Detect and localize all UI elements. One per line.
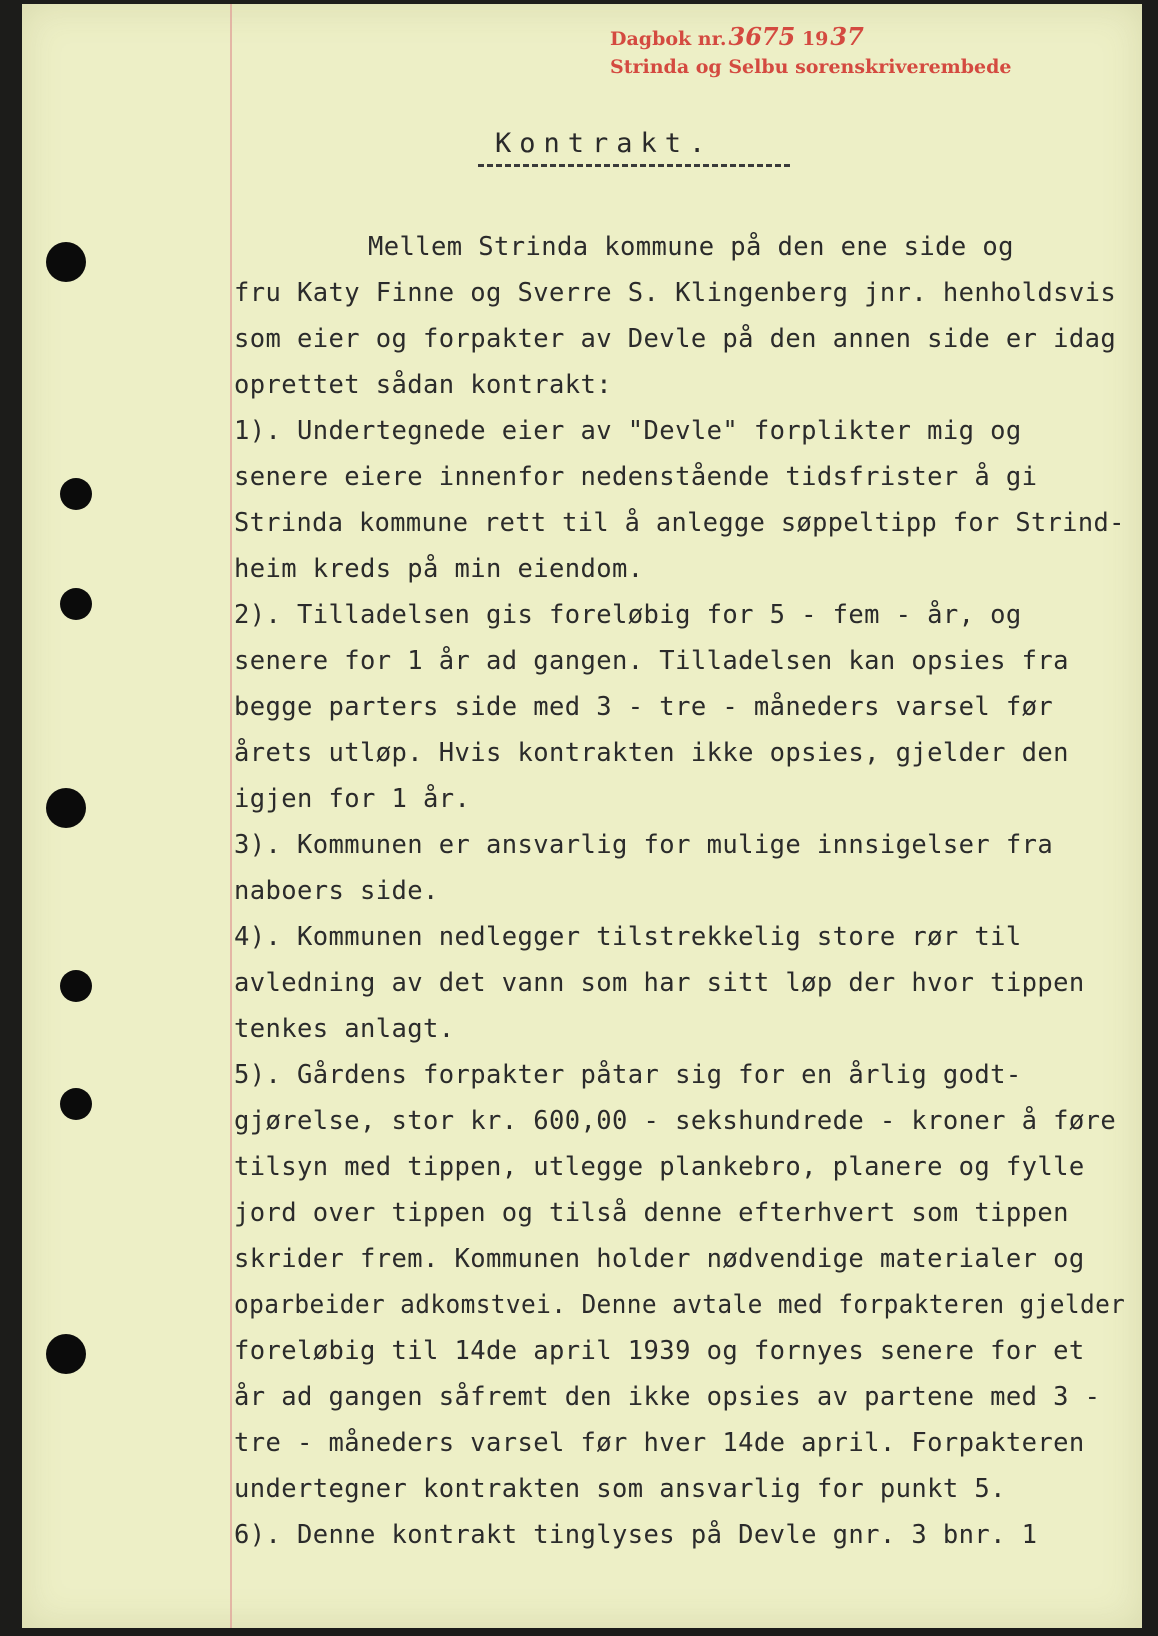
text-line: oprettet sådan kontrakt: xyxy=(234,370,613,400)
registry-stamp xyxy=(610,22,864,51)
stamp-prefix: Dagbok nr. xyxy=(610,28,727,50)
text-line: år ad gangen såfremt den ikke opsies av partene med 3 - xyxy=(234,1382,1101,1412)
text-line: jord over tippen og tilså denne efterhvert som tippen xyxy=(234,1198,1069,1228)
text-line: fru Katy Finne og Sverre S. Klingenberg jnr. henholdsvis xyxy=(234,278,1117,308)
text-line: Strinda kommune rett til å anlegge søppeltipp for Strind- xyxy=(234,508,1125,538)
punch-hole xyxy=(46,788,86,828)
text-line: igjen for 1 år. xyxy=(234,784,471,814)
text-line: årets utløp. Hvis kontrakten ikke opsies, gjelder den xyxy=(234,738,1069,768)
text-line: 2). Tilladelsen gis foreløbig for 5 - fem - år, og xyxy=(234,600,1022,630)
stamp-year: 37 xyxy=(830,22,864,51)
margin-rule xyxy=(230,4,232,1628)
stamp-year-prefix: 19 xyxy=(801,28,829,50)
text-line: oparbeider adkomstvei. Denne avtale med forpakteren gjelder xyxy=(234,1290,1126,1320)
text-line: avledning av det vann som har sitt løp der hvor tippen xyxy=(234,968,1085,998)
text-line: begge parters side med 3 - tre - måneders varsel før xyxy=(234,692,1054,722)
text-line: heim kreds på min eiendom. xyxy=(234,554,644,584)
text-line: tilsyn med tippen, utlegge plankebro, planere og fylle xyxy=(234,1152,1085,1182)
punch-hole xyxy=(60,478,92,510)
text-line: 6). Denne kontrakt tinglyses på Devle gnr. 3 bnr. 1 xyxy=(234,1520,1038,1550)
text-line: foreløbig til 14de april 1939 og fornyes senere for et xyxy=(234,1336,1085,1366)
text-line: Mellem Strinda kommune på den ene side og xyxy=(368,232,1014,262)
text-line: tenkes anlagt. xyxy=(234,1014,455,1044)
punch-hole xyxy=(46,242,86,282)
text-line: tre - måneders varsel før hver 14de april. Forpakteren xyxy=(234,1428,1085,1458)
text-line: 3). Kommunen er ansvarlig for mulige innsigelser fra xyxy=(234,830,1054,860)
text-line: undertegner kontrakten som ansvarlig for punkt 5. xyxy=(234,1474,1006,1504)
text-line: senere eiere innenfor nedenstående tidsfrister å gi xyxy=(234,462,1038,492)
stamp-office: Strinda og Selbu sorenskriverembede xyxy=(610,56,1012,78)
text-line: 5). Gårdens forpakter påtar sig for en årlig godt- xyxy=(234,1060,1022,1090)
punch-hole xyxy=(60,588,92,620)
stamp-number: 3675 xyxy=(728,22,796,51)
text-line: naboers side. xyxy=(234,876,439,906)
text-line: 1). Undertegnede eier av "Devle" forplikter mig og xyxy=(234,416,1022,446)
punch-hole xyxy=(60,970,92,1002)
title-underline xyxy=(478,164,790,167)
text-line: som eier og forpakter av Devle på den annen side er idag xyxy=(234,324,1117,354)
text-line: 4). Kommunen nedlegger tilstrekkelig store rør til xyxy=(234,922,1022,952)
text-line: skrider frem. Kommunen holder nødvendige materialer og xyxy=(234,1244,1085,1274)
punch-hole xyxy=(46,1334,86,1374)
document-title: Kontrakt. xyxy=(495,128,714,159)
text-line: gjørelse, stor kr. 600,00 - sekshundrede - kroner å føre xyxy=(234,1106,1117,1136)
punch-hole xyxy=(60,1088,92,1120)
text-line: senere for 1 år ad gangen. Tilladelsen kan opsies fra xyxy=(234,646,1069,676)
